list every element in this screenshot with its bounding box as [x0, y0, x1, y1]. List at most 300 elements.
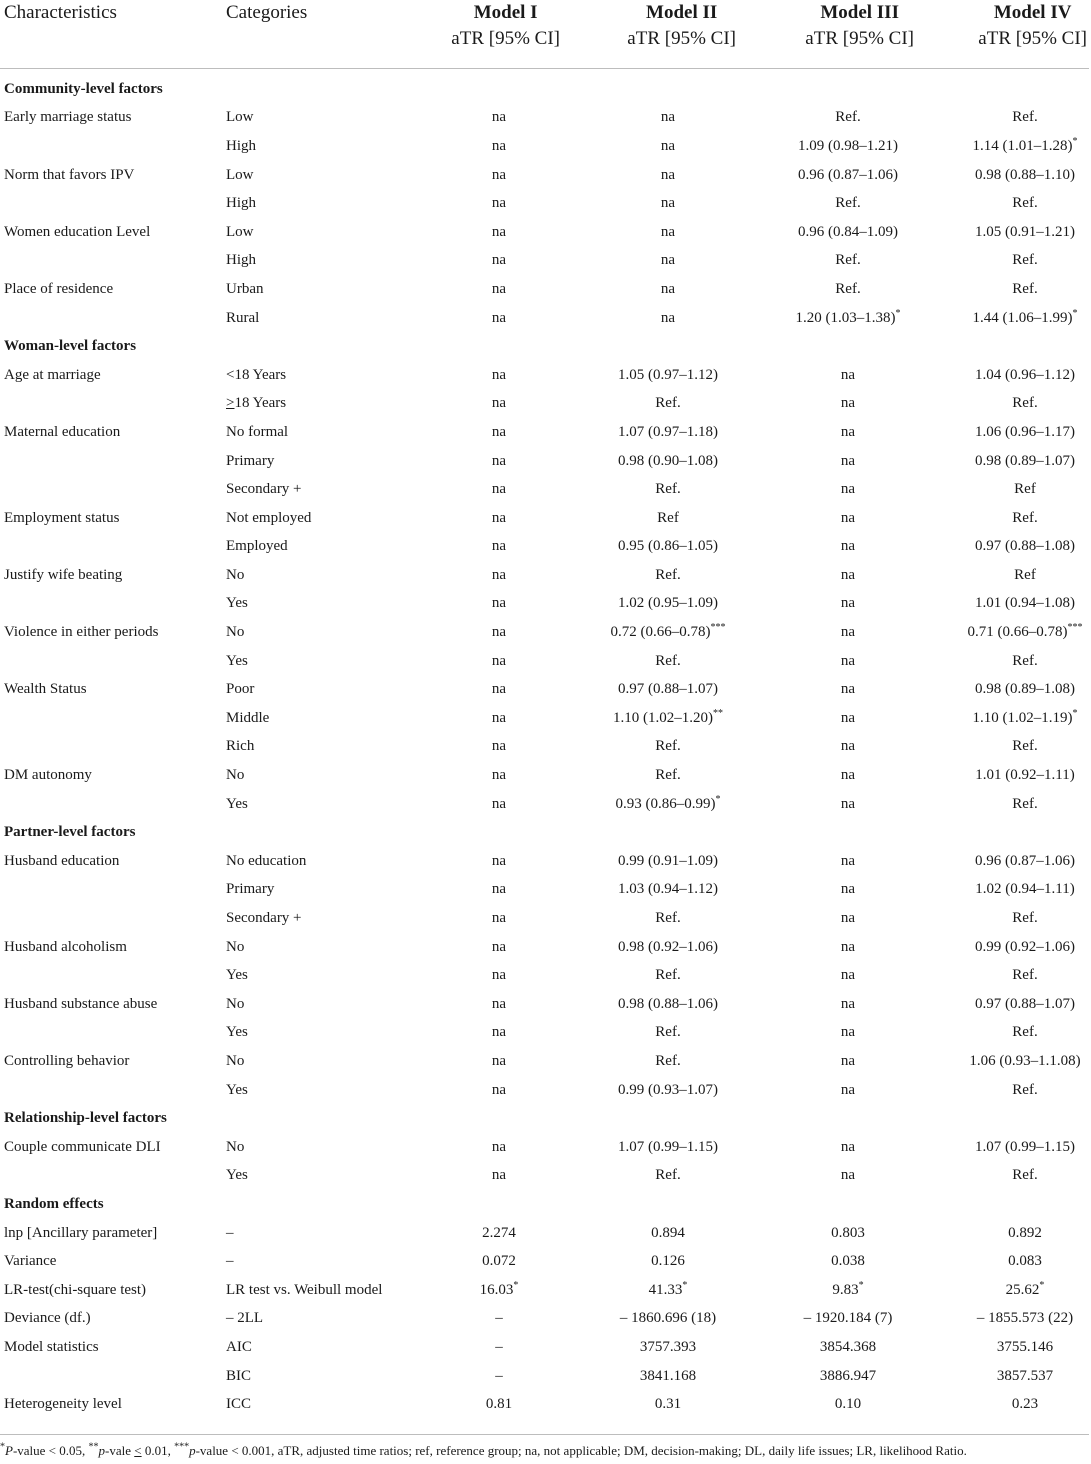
table-row: [0, 161, 1089, 190]
category-cell: [222, 1133, 418, 1162]
model-3-value: na: [840, 652, 856, 669]
characteristic-cell: [0, 704, 222, 733]
category-label: No: [226, 1052, 245, 1069]
model-3-value: na: [840, 1138, 856, 1155]
model-1-value: na: [491, 481, 507, 498]
model-1-value: na: [491, 995, 507, 1012]
characteristic-cell: [0, 1019, 222, 1048]
significance-marker: *: [715, 793, 721, 805]
table-row: [0, 790, 1089, 819]
model-4-value: 1.01 (0.92–1.11): [975, 767, 1075, 784]
model-2-value: – 1860.696 (18): [619, 1310, 717, 1327]
category-cell: [222, 1219, 418, 1248]
category-label: –: [226, 1253, 234, 1270]
model-4-value: 1.02 (0.94–1.11): [975, 881, 1075, 898]
category-label: No: [226, 1138, 245, 1155]
model-4-value: 1.44 (1.06–1.99)*: [972, 307, 1078, 326]
model-1-value: na: [491, 681, 507, 698]
model-2-value: Ref.: [655, 910, 681, 927]
category-label: Secondary +: [226, 910, 302, 927]
header-model-1: Model I aTR [95% CI]: [418, 0, 586, 69]
category-cell: [222, 533, 418, 562]
category-cell: [222, 761, 418, 790]
table-row: [0, 132, 1089, 161]
model-4-value: Ref.: [1012, 795, 1038, 812]
category-cell: [222, 990, 418, 1019]
characteristic-cell: lnp [Ancillary parameter]: [4, 1224, 158, 1241]
table-row: [0, 1019, 1089, 1048]
model-1-value: na: [491, 1024, 507, 1041]
header-row: [0, 0, 1089, 69]
model-3-value: na: [840, 1052, 856, 1069]
model-4-value: Ref.: [1012, 509, 1038, 526]
model-3-value: na: [840, 738, 856, 755]
characteristic-cell: [0, 1076, 222, 1105]
model-4-value: 0.892: [1008, 1224, 1042, 1241]
model-2-value: na: [660, 280, 676, 297]
model-1-value: na: [491, 509, 507, 526]
characteristic-cell: [0, 647, 222, 676]
model-4-value: Ref: [1014, 566, 1036, 583]
model-4-value: 0.96 (0.87–1.06): [975, 852, 1075, 869]
model-4-value: 1.01 (0.94–1.08): [975, 595, 1075, 612]
category-cell: [222, 675, 418, 704]
model-2-value: Ref.: [655, 738, 681, 755]
characteristic-cell: LR-test(chi-square test): [4, 1281, 147, 1298]
significance-marker: *: [1039, 1279, 1045, 1291]
category-cell: [222, 418, 418, 447]
category-label: Low: [226, 166, 254, 183]
category-cell: [222, 847, 418, 876]
table-row: [0, 933, 1089, 962]
model-1-value: na: [491, 1138, 507, 1155]
model-3-value: na: [840, 538, 856, 555]
characteristic-cell: [0, 904, 222, 933]
model-3-value: 0.96 (0.84–1.09): [798, 223, 898, 240]
category-cell: [222, 504, 418, 533]
category-cell: [222, 590, 418, 619]
model-2-value: Ref.: [655, 767, 681, 784]
significance-marker: *: [858, 1279, 864, 1291]
section-heading: Relationship-level factors: [4, 1110, 167, 1127]
model-1-value: na: [491, 910, 507, 927]
significance-marker: *: [513, 1279, 519, 1291]
category-cell: [222, 647, 418, 676]
model-1-value: 0.81: [485, 1396, 513, 1413]
model-1-value: 2.274: [482, 1224, 516, 1241]
model-3-value: Ref.: [835, 252, 861, 269]
model-3-value: na: [840, 967, 856, 984]
category-cell: [222, 1247, 418, 1276]
model-1-value: 0.072: [482, 1253, 516, 1270]
model-4-value: 3857.537: [996, 1367, 1054, 1384]
significance-marker: *: [1072, 135, 1078, 147]
category-cell: [222, 189, 418, 218]
model-2-value: Ref.: [655, 395, 681, 412]
category-label: High: [226, 195, 256, 212]
table-row: [0, 533, 1089, 562]
section-heading: Partner-level factors: [4, 824, 136, 841]
section-row: [0, 1190, 1089, 1219]
model-1-value: na: [491, 938, 507, 955]
category-label: 18 Years: [234, 395, 287, 412]
model-1-value: na: [491, 538, 507, 555]
model-3-value: na: [840, 995, 856, 1012]
category-cell: [222, 561, 418, 590]
category-label: No: [226, 624, 245, 641]
model-3-value: – 1920.184 (7): [803, 1310, 893, 1327]
category-cell: [222, 247, 418, 276]
category-label: Primary: [226, 452, 275, 469]
table-row: [0, 1390, 1089, 1419]
category-label: No: [226, 995, 245, 1012]
model-1-value: na: [491, 452, 507, 469]
category-cell: [222, 304, 418, 333]
characteristic-cell: Early marriage status: [4, 109, 132, 126]
model-2-value: 0.98 (0.90–1.08): [618, 452, 718, 469]
model-2-value: 1.05 (0.97–1.12): [618, 366, 718, 383]
model-4-value: Ref: [1014, 481, 1036, 498]
category-label: BIC: [226, 1367, 252, 1384]
model-4-value: 3755.146: [996, 1338, 1054, 1355]
model-2-value: 0.93 (0.86–0.99)*: [615, 793, 721, 812]
model-3-value: na: [840, 366, 856, 383]
table-row: [0, 647, 1089, 676]
characteristic-cell: Husband alcoholism: [4, 938, 127, 955]
category-label: Yes: [226, 595, 248, 612]
model-3-value: 3886.947: [819, 1367, 877, 1384]
model-3-value: 9.83*: [832, 1279, 864, 1298]
model-4-value: Ref.: [1012, 1024, 1038, 1041]
model-4-value: Ref.: [1012, 1167, 1038, 1184]
table-row: [0, 304, 1089, 333]
model-3-value: na: [840, 767, 856, 784]
category-label: Rural: [226, 309, 260, 326]
significance-marker: ***: [1067, 622, 1083, 634]
table-row: [0, 590, 1089, 619]
model-2-value: Ref: [657, 509, 679, 526]
model-1-value: na: [491, 709, 507, 726]
section-row: [0, 818, 1089, 847]
model-3-value: Ref.: [835, 109, 861, 126]
characteristic-cell: [0, 733, 222, 762]
category-label: No: [226, 767, 245, 784]
significance-marker: **: [713, 707, 723, 719]
table-row: [0, 1362, 1089, 1391]
characteristic-cell: Variance: [4, 1253, 57, 1270]
model-3-value: na: [840, 452, 856, 469]
category-label: – 2LL: [226, 1310, 264, 1327]
characteristic-cell: [0, 876, 222, 905]
model-3-value: na: [840, 481, 856, 498]
characteristic-cell: Place of residence: [4, 280, 114, 297]
model-3-value: na: [840, 595, 856, 612]
model-4-value: Ref.: [1012, 395, 1038, 412]
category-label: Employed: [226, 538, 288, 555]
table-row: [0, 390, 1089, 419]
footnote: *P-value < 0.05, **p-vale < 0.01, ***p-value < 0.001, aTR, adjusted time ratios; ref, reference group; na, not applicable; DM, decision-making; DL, daily life issues; LR, likelihood Ratio.: [0, 1434, 1089, 1459]
model-3-value: 1.09 (0.98–1.21): [798, 137, 898, 154]
model-2-value: Ref.: [655, 1167, 681, 1184]
characteristic-cell: [0, 961, 222, 990]
model-3-value: 0.803: [831, 1224, 865, 1241]
model-1-value: na: [491, 652, 507, 669]
model-4-value: 0.98 (0.89–1.08): [975, 681, 1075, 698]
significance-marker: *: [1072, 707, 1078, 719]
characteristic-cell: [0, 1162, 222, 1191]
model-4-value: Ref.: [1012, 910, 1038, 927]
model-2-value: 0.99 (0.91–1.09): [618, 852, 718, 869]
model-2-value: 0.126: [651, 1253, 685, 1270]
model-2-value: na: [660, 309, 676, 326]
category-label: Low: [226, 223, 254, 240]
model-4-value: 1.06 (0.96–1.17): [975, 423, 1075, 440]
table-row: [0, 704, 1089, 733]
model-1-value: na: [491, 109, 507, 126]
table-row: [0, 1162, 1089, 1191]
model-4-value: 0.083: [1008, 1253, 1042, 1270]
category-label: <18 Years: [226, 366, 287, 383]
model-1-value: na: [491, 166, 507, 183]
table-row: [0, 1247, 1089, 1276]
model-3-value: na: [840, 395, 856, 412]
category-cell: [222, 132, 418, 161]
model-4-value: Ref.: [1012, 967, 1038, 984]
header-model-2: Model II aTR [95% CI]: [586, 0, 768, 69]
model-4-value: Ref.: [1012, 738, 1038, 755]
category-label: Poor: [226, 681, 255, 698]
model-4-value: 0.97 (0.88–1.07): [975, 995, 1075, 1012]
model-1-value: na: [491, 595, 507, 612]
model-3-value: na: [840, 509, 856, 526]
model-2-value: na: [660, 195, 676, 212]
table-row: [0, 904, 1089, 933]
characteristic-cell: Controlling behavior: [4, 1052, 130, 1069]
category-label: ICC: [226, 1396, 252, 1413]
model-4-value: Ref.: [1012, 1081, 1038, 1098]
category-label: Yes: [226, 1167, 248, 1184]
category-label: AIC: [226, 1338, 252, 1355]
model-3-value: na: [840, 1024, 856, 1041]
model-4-value: 0.97 (0.88–1.08): [975, 538, 1075, 555]
characteristic-cell: Couple communicate DLI: [4, 1138, 161, 1155]
category-cell: [222, 275, 418, 304]
characteristic-cell: Model statistics: [4, 1338, 99, 1355]
model-4-value: 1.10 (1.02–1.19)*: [972, 707, 1078, 726]
model-1-value: na: [491, 1052, 507, 1069]
characteristic-cell: Violence in either periods: [4, 624, 159, 641]
characteristic-cell: [0, 247, 222, 276]
model-2-value: Ref.: [655, 566, 681, 583]
model-4-value: 1.04 (0.96–1.12): [975, 366, 1075, 383]
category-cell: [222, 876, 418, 905]
model-1-value: na: [491, 881, 507, 898]
characteristic-cell: DM autonomy: [4, 767, 92, 784]
category-label: LR test vs. Weibull model: [226, 1281, 383, 1298]
category-cell: [222, 790, 418, 819]
table-row: [0, 218, 1089, 247]
characteristic-cell: Deviance (df.): [4, 1310, 91, 1327]
characteristic-cell: Employment status: [4, 509, 120, 526]
model-1-value: na: [491, 566, 507, 583]
model-1-value: na: [491, 1167, 507, 1184]
category-label: No education: [226, 852, 307, 869]
table-row: [0, 675, 1089, 704]
model-3-value: na: [840, 566, 856, 583]
category-label: Yes: [226, 795, 248, 812]
model-2-value: na: [660, 252, 676, 269]
model-1-value: na: [491, 309, 507, 326]
model-1-value: –: [495, 1310, 503, 1327]
characteristic-cell: Norm that favors IPV: [4, 166, 135, 183]
model-1-value: –: [495, 1367, 503, 1384]
header-characteristics: Characteristics: [0, 0, 222, 69]
category-cell: [222, 104, 418, 133]
table-row: [0, 247, 1089, 276]
category-label: Low: [226, 109, 254, 126]
characteristic-cell: [0, 1362, 222, 1391]
characteristic-cell: [0, 475, 222, 504]
table-row: [0, 876, 1089, 905]
model-1-value: na: [491, 967, 507, 984]
model-2-value: 0.97 (0.88–1.07): [618, 681, 718, 698]
model-1-value: na: [491, 852, 507, 869]
model-2-value: na: [660, 137, 676, 154]
model-4-value: 25.62*: [1005, 1279, 1045, 1298]
category-cell: [222, 1362, 418, 1391]
model-2-value: Ref.: [655, 481, 681, 498]
table-row: [0, 1305, 1089, 1334]
table-row: [0, 1219, 1089, 1248]
model-3-value: 3854.368: [819, 1338, 877, 1355]
category-label: Yes: [226, 967, 248, 984]
model-2-value: 0.99 (0.93–1.07): [618, 1081, 718, 1098]
model-2-value: Ref.: [655, 967, 681, 984]
category-cell: [222, 961, 418, 990]
table-row: [0, 104, 1089, 133]
table-row: [0, 475, 1089, 504]
characteristic-cell: Women education Level: [4, 223, 151, 240]
model-4-value: Ref.: [1012, 195, 1038, 212]
model-1-value: na: [491, 223, 507, 240]
model-3-value: Ref.: [835, 195, 861, 212]
section-row: [0, 69, 1089, 104]
characteristic-cell: Age at marriage: [4, 366, 101, 383]
characteristic-cell: [0, 590, 222, 619]
table-row: [0, 1133, 1089, 1162]
characteristic-cell: [0, 447, 222, 476]
table-row: [0, 1076, 1089, 1105]
category-cell: [222, 1019, 418, 1048]
model-1-value: na: [491, 767, 507, 784]
category-cell: [222, 361, 418, 390]
section-heading: Community-level factors: [4, 80, 163, 97]
model-3-value: na: [840, 1167, 856, 1184]
table-row: [0, 847, 1089, 876]
model-3-value: na: [840, 881, 856, 898]
model-2-value: 41.33*: [648, 1279, 688, 1298]
category-cell: [222, 1390, 418, 1419]
model-2-value: 0.894: [651, 1224, 685, 1241]
category-label: Primary: [226, 881, 275, 898]
table-row: [0, 504, 1089, 533]
category-cell: [222, 218, 418, 247]
model-4-value: 0.98 (0.88–1.10): [975, 166, 1075, 183]
characteristic-cell: [0, 189, 222, 218]
significance-marker: ***: [710, 622, 726, 634]
characteristic-cell: Husband education: [4, 852, 120, 869]
model-1-value: 16.03*: [479, 1279, 519, 1298]
characteristic-cell: Maternal education: [4, 423, 121, 440]
model-1-value: na: [491, 252, 507, 269]
model-2-value: Ref.: [655, 1024, 681, 1041]
model-2-value: 0.98 (0.92–1.06): [618, 938, 718, 955]
model-3-value: na: [840, 423, 856, 440]
model-1-value: na: [491, 137, 507, 154]
category-label: No formal: [226, 423, 289, 440]
table-row: [0, 961, 1089, 990]
model-3-value: na: [840, 852, 856, 869]
category-cell: [222, 904, 418, 933]
model-4-value: 0.98 (0.89–1.07): [975, 452, 1075, 469]
category-label: High: [226, 252, 256, 269]
model-4-value: 1.14 (1.01–1.28)*: [972, 135, 1078, 154]
characteristic-cell: Justify wife beating: [4, 566, 123, 583]
table-row: [0, 189, 1089, 218]
model-3-value: na: [840, 709, 856, 726]
section-row: [0, 1104, 1089, 1133]
table-row: [0, 275, 1089, 304]
model-1-value: na: [491, 738, 507, 755]
model-2-value: na: [660, 109, 676, 126]
category-label: Middle: [226, 709, 270, 726]
model-2-value: Ref.: [655, 1052, 681, 1069]
table-row: [0, 1047, 1089, 1076]
category-cell: [222, 933, 418, 962]
model-3-value: 0.038: [831, 1253, 865, 1270]
model-2-value: 1.07 (0.99–1.15): [618, 1138, 718, 1155]
characteristic-cell: [0, 533, 222, 562]
table-body: [0, 69, 1089, 1419]
category-cell: [222, 733, 418, 762]
model-1-value: na: [491, 195, 507, 212]
model-2-value: na: [660, 166, 676, 183]
model-2-value: 0.31: [654, 1396, 682, 1413]
model-2-value: 1.07 (0.97–1.18): [618, 423, 718, 440]
header-model-3: Model III aTR [95% CI]: [768, 0, 938, 69]
model-4-value: 0.71 (0.66–0.78)***: [967, 622, 1083, 641]
model-1-value: na: [491, 423, 507, 440]
category-cell: [222, 1276, 418, 1305]
model-4-value: 0.23: [1011, 1396, 1039, 1413]
category-cell: [222, 618, 418, 647]
table-row: [0, 447, 1089, 476]
model-1-value: –: [495, 1338, 503, 1355]
category-cell: [222, 475, 418, 504]
model-3-value: Ref.: [835, 280, 861, 297]
category-cell: [222, 1047, 418, 1076]
header-categories: Categories: [222, 0, 418, 69]
characteristic-cell: [0, 304, 222, 333]
significance-marker: *: [1072, 307, 1078, 319]
model-3-value: 0.96 (0.87–1.06): [798, 166, 898, 183]
model-3-value: 0.10: [834, 1396, 862, 1413]
section-heading: Woman-level factors: [4, 338, 137, 355]
model-4-value: Ref.: [1012, 280, 1038, 297]
model-3-value: na: [840, 681, 856, 698]
model-4-value: 1.07 (0.99–1.15): [975, 1138, 1075, 1155]
model-2-value: 1.02 (0.95–1.09): [618, 595, 718, 612]
